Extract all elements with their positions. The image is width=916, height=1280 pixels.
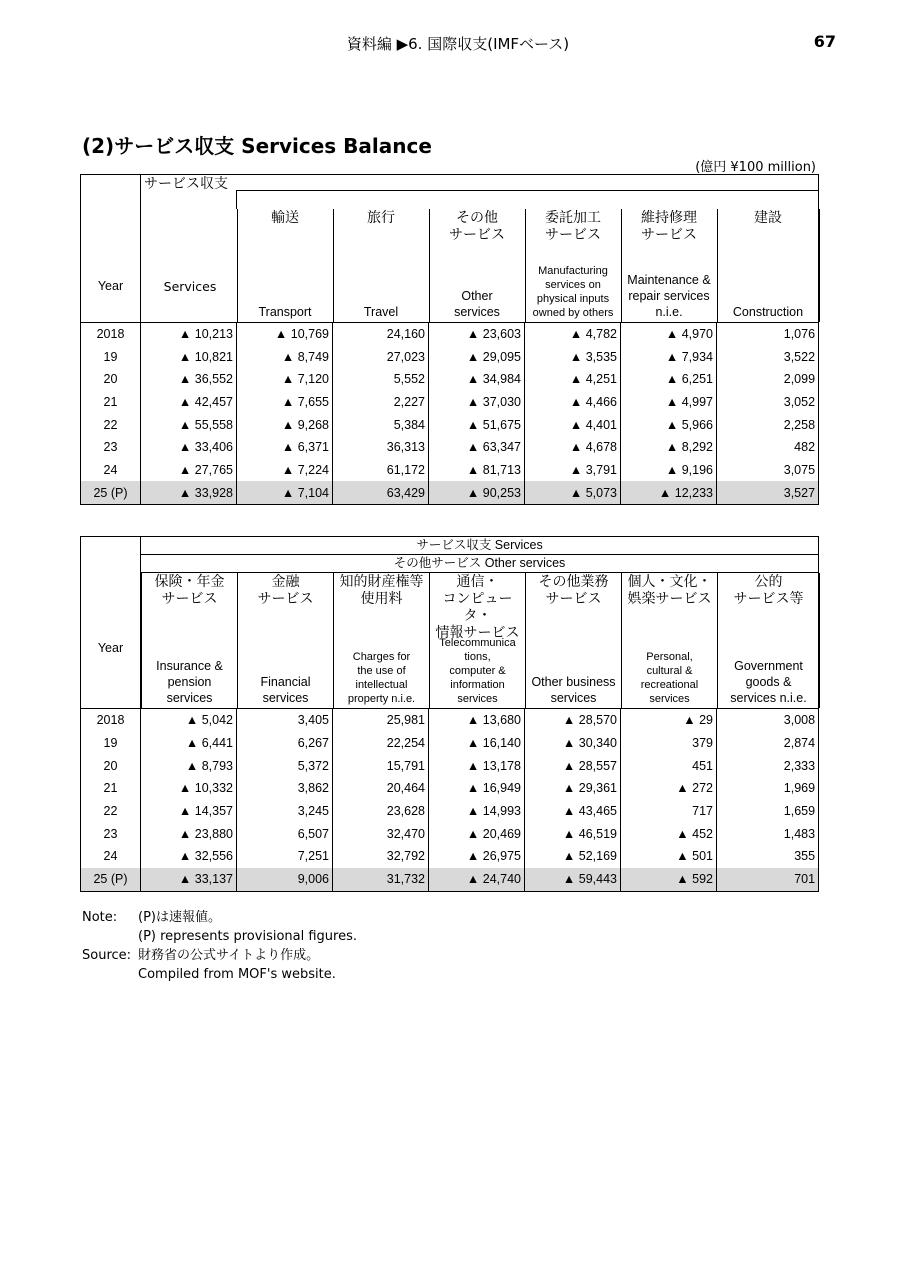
services-header-cell — [141, 175, 237, 323]
value-cell: 20,464 — [333, 777, 429, 800]
table-row — [81, 845, 819, 868]
value-cell: ▲ 8,292 — [621, 436, 717, 459]
value-cell: ▲ 6,441 — [141, 732, 237, 755]
sub-header: その他サービス Other services — [141, 555, 819, 573]
value-cell: 25,981 — [333, 709, 429, 732]
column-header-en: Financial services — [260, 675, 311, 705]
column-header-en: Other business services — [531, 675, 616, 705]
section-title: (2)サービス収支 Services Balance — [82, 134, 432, 158]
year-cell: 2018 — [81, 322, 141, 345]
value-cell: 6,267 — [237, 732, 333, 755]
super-header: サービス収支 Services — [141, 537, 819, 555]
running-header: 資料編 ▶6. 国際収支(IMFベース) — [346, 35, 570, 53]
year-cell: 23 — [81, 822, 141, 845]
value-cell: 1,969 — [717, 777, 819, 800]
column-header — [334, 573, 430, 708]
unit-label: (億円 ¥100 million) — [695, 160, 816, 175]
value-cell: 3,052 — [717, 391, 819, 414]
value-cell: ▲ 5,966 — [621, 413, 717, 436]
value-cell: ▲ 452 — [621, 822, 717, 845]
value-cell: 701 — [717, 868, 819, 891]
value-cell: 2,874 — [717, 732, 819, 755]
table-row — [81, 800, 819, 823]
value-cell: 355 — [717, 845, 819, 868]
value-cell: 6,507 — [237, 822, 333, 845]
services-balance-table-1 — [80, 174, 819, 505]
column-header-en: Personal, cultural & recreational services — [640, 651, 699, 705]
value-cell: 482 — [717, 436, 819, 459]
value-cell: ▲ 51,675 — [429, 413, 525, 436]
value-cell: 24,160 — [333, 322, 429, 345]
year-cell: 20 — [81, 754, 141, 777]
value-cell: ▲ 13,680 — [429, 709, 525, 732]
services-en-label: Services — [163, 279, 217, 294]
value-cell: 32,792 — [333, 845, 429, 868]
year-cell: 22 — [81, 800, 141, 823]
value-cell: ▲ 32,556 — [141, 845, 237, 868]
table-row — [81, 322, 819, 345]
value-cell: 36,313 — [333, 436, 429, 459]
value-cell: ▲ 26,975 — [429, 845, 525, 868]
year-cell: 23 — [81, 436, 141, 459]
value-cell: 1,483 — [717, 822, 819, 845]
value-cell: ▲ 7,934 — [621, 345, 717, 368]
value-cell: 5,372 — [237, 754, 333, 777]
value-cell: ▲ 10,213 — [141, 322, 237, 345]
column-header — [717, 209, 819, 322]
table-row — [81, 777, 819, 800]
value-cell: ▲ 592 — [621, 868, 717, 891]
column-header — [429, 209, 525, 322]
value-cell: 5,384 — [333, 413, 429, 436]
value-cell: 3,405 — [237, 709, 333, 732]
column-header-jp: 通信・ コンピュータ・ 情報サービス — [435, 573, 520, 640]
services-header-jp: サービス収支 — [144, 175, 228, 191]
note-en: (P) represents provisional figures. — [138, 929, 357, 944]
value-cell: ▲ 10,821 — [141, 345, 237, 368]
value-cell: ▲ 43,465 — [525, 800, 621, 823]
value-cell: 7,251 — [237, 845, 333, 868]
value-cell: ▲ 81,713 — [429, 459, 525, 482]
value-cell: 9,006 — [237, 868, 333, 891]
column-header-jp: 委託加工 サービス — [545, 208, 601, 242]
column-header — [621, 209, 717, 322]
year-cell: 21 — [81, 391, 141, 414]
year-cell: 25 (P) — [81, 868, 141, 891]
value-cell: ▲ 6,371 — [237, 436, 333, 459]
value-cell: ▲ 29,095 — [429, 345, 525, 368]
year-header-cell — [81, 175, 141, 323]
value-cell: ▲ 16,140 — [429, 732, 525, 755]
value-cell: 3,862 — [237, 777, 333, 800]
value-cell: ▲ 33,137 — [141, 868, 237, 891]
value-cell: ▲ 7,655 — [237, 391, 333, 414]
value-cell: ▲ 63,347 — [429, 436, 525, 459]
column-header-en: Travel — [363, 304, 399, 319]
value-cell: ▲ 501 — [621, 845, 717, 868]
value-cell: ▲ 7,120 — [237, 368, 333, 391]
header-spacer-2 — [237, 191, 819, 209]
column-header-jp: その他業務 サービス — [538, 573, 609, 606]
value-cell: ▲ 36,552 — [141, 368, 237, 391]
year-cell: 19 — [81, 345, 141, 368]
value-cell: ▲ 12,233 — [621, 481, 717, 504]
value-cell: ▲ 33,928 — [141, 481, 237, 504]
value-cell: ▲ 9,268 — [237, 413, 333, 436]
column-header-en: Other services — [454, 288, 500, 319]
value-cell: ▲ 9,196 — [621, 459, 717, 482]
value-cell: 27,023 — [333, 345, 429, 368]
value-cell: ▲ 13,178 — [429, 754, 525, 777]
value-cell: ▲ 29 — [621, 709, 717, 732]
value-cell: 2,333 — [717, 754, 819, 777]
year-cell: 22 — [81, 413, 141, 436]
column-header — [622, 573, 718, 708]
column-header-jp: 輸送 — [271, 208, 299, 225]
value-cell: ▲ 20,469 — [429, 822, 525, 845]
value-cell: ▲ 14,993 — [429, 800, 525, 823]
table-row — [81, 391, 819, 414]
value-cell: 3,245 — [237, 800, 333, 823]
header-columns — [141, 573, 819, 709]
value-cell: ▲ 23,603 — [429, 322, 525, 345]
column-header — [238, 573, 334, 708]
value-cell: ▲ 23,880 — [141, 822, 237, 845]
value-cell: ▲ 30,340 — [525, 732, 621, 755]
column-header-jp: その他 サービス — [449, 208, 505, 242]
table-row — [81, 822, 819, 845]
table-row — [81, 459, 819, 482]
year-header-cell — [81, 537, 141, 709]
value-cell: ▲ 42,457 — [141, 391, 237, 414]
value-cell: ▲ 10,769 — [237, 322, 333, 345]
column-header-en: Construction — [732, 304, 804, 319]
value-cell: ▲ 46,519 — [525, 822, 621, 845]
value-cell: ▲ 24,740 — [429, 868, 525, 891]
year-header: Year — [97, 278, 124, 293]
value-cell: 1,659 — [717, 800, 819, 823]
value-cell: ▲ 272 — [621, 777, 717, 800]
header-spacer — [237, 175, 819, 191]
value-cell: 5,552 — [333, 368, 429, 391]
year-cell: 24 — [81, 459, 141, 482]
value-cell: 3,008 — [717, 709, 819, 732]
year-cell: 20 — [81, 368, 141, 391]
notes — [82, 908, 357, 984]
column-header — [237, 209, 333, 322]
column-header-en: Transport — [258, 304, 312, 319]
value-cell: ▲ 55,558 — [141, 413, 237, 436]
value-cell: ▲ 8,793 — [141, 754, 237, 777]
value-cell: ▲ 3,535 — [525, 345, 621, 368]
year-cell: 24 — [81, 845, 141, 868]
value-cell: 31,732 — [333, 868, 429, 891]
value-cell: ▲ 4,678 — [525, 436, 621, 459]
column-header-jp: 知的財産権等 使用料 — [339, 573, 424, 606]
value-cell: ▲ 8,749 — [237, 345, 333, 368]
value-cell: ▲ 4,970 — [621, 322, 717, 345]
value-cell: 63,429 — [333, 481, 429, 504]
value-cell: ▲ 6,251 — [621, 368, 717, 391]
column-header — [430, 573, 526, 708]
table-row — [81, 368, 819, 391]
table-row — [81, 732, 819, 755]
column-header-jp: 旅行 — [367, 208, 395, 225]
table-row — [81, 481, 819, 504]
value-cell: ▲ 16,949 — [429, 777, 525, 800]
column-header-jp: 公的 サービス等 — [733, 573, 804, 606]
column-header — [142, 573, 238, 708]
value-cell: 2,099 — [717, 368, 819, 391]
value-cell: ▲ 4,782 — [525, 322, 621, 345]
column-header — [525, 209, 621, 322]
note-jp: (P)は速報値。 — [138, 910, 221, 925]
table-row — [81, 413, 819, 436]
value-cell: ▲ 5,073 — [525, 481, 621, 504]
value-cell: ▲ 34,984 — [429, 368, 525, 391]
table-row — [81, 709, 819, 732]
table-row — [81, 345, 819, 368]
value-cell: 451 — [621, 754, 717, 777]
source-en: Compiled from MOF's website. — [138, 967, 336, 982]
value-cell: 717 — [621, 800, 717, 823]
column-header — [526, 573, 622, 708]
value-cell: ▲ 29,361 — [525, 777, 621, 800]
value-cell: ▲ 27,765 — [141, 459, 237, 482]
column-header-en: Government goods & services n.i.e. — [730, 659, 807, 705]
column-header-jp: 個人・文化・ 娯楽サービス — [627, 573, 712, 606]
column-header-jp: 保険・年金 サービス — [154, 573, 225, 606]
note-label: Note: — [82, 910, 118, 925]
value-cell: ▲ 5,042 — [141, 709, 237, 732]
source-jp: 財務省の公式サイトより作成。 — [138, 948, 320, 963]
value-cell: ▲ 37,030 — [429, 391, 525, 414]
column-header-jp: 維持修理 サービス — [641, 208, 697, 242]
value-cell: 23,628 — [333, 800, 429, 823]
table-row — [81, 868, 819, 891]
value-cell: ▲ 4,466 — [525, 391, 621, 414]
services-balance-table-2 — [80, 536, 819, 892]
column-header-en: Manufacturing services on physical inputs owned by others — [532, 264, 614, 319]
source-label: Source: — [82, 948, 132, 963]
value-cell: 22,254 — [333, 732, 429, 755]
value-cell: 61,172 — [333, 459, 429, 482]
value-cell: 3,527 — [717, 481, 819, 504]
column-header-jp: 建設 — [754, 208, 782, 225]
value-cell: ▲ 4,251 — [525, 368, 621, 391]
year-cell: 25 (P) — [81, 481, 141, 504]
column-header-en: Insurance & pension services — [156, 659, 223, 705]
value-cell: 379 — [621, 732, 717, 755]
value-cell: ▲ 14,357 — [141, 800, 237, 823]
value-cell: 2,258 — [717, 413, 819, 436]
value-cell: ▲ 4,997 — [621, 391, 717, 414]
year-cell: 21 — [81, 777, 141, 800]
year-header: Year — [97, 640, 124, 655]
year-cell: 19 — [81, 732, 141, 755]
value-cell: 3,522 — [717, 345, 819, 368]
value-cell: ▲ 90,253 — [429, 481, 525, 504]
table-row — [81, 436, 819, 459]
column-header-jp: 金融 サービス — [257, 573, 314, 606]
value-cell: ▲ 52,169 — [525, 845, 621, 868]
value-cell: ▲ 28,557 — [525, 754, 621, 777]
year-cell: 2018 — [81, 709, 141, 732]
value-cell: 1,076 — [717, 322, 819, 345]
header-columns — [237, 209, 819, 323]
column-header — [718, 573, 820, 708]
value-cell: 15,791 — [333, 754, 429, 777]
column-header-en: Telecommunica tions, computer & information services — [439, 637, 516, 705]
value-cell: ▲ 28,570 — [525, 709, 621, 732]
table-row — [81, 754, 819, 777]
column-header-en: Maintenance & repair services n.i.e. — [627, 272, 711, 319]
value-cell: ▲ 33,406 — [141, 436, 237, 459]
value-cell: ▲ 7,104 — [237, 481, 333, 504]
value-cell: ▲ 59,443 — [525, 868, 621, 891]
value-cell: 32,470 — [333, 822, 429, 845]
value-cell: ▲ 10,332 — [141, 777, 237, 800]
value-cell: 2,227 — [333, 391, 429, 414]
column-header — [333, 209, 429, 322]
value-cell: ▲ 3,791 — [525, 459, 621, 482]
page-number: 67 — [813, 32, 836, 51]
value-cell: ▲ 4,401 — [525, 413, 621, 436]
column-header-en: Charges for the use of intellectual property n.i.e. — [347, 651, 416, 705]
value-cell: 3,075 — [717, 459, 819, 482]
value-cell: ▲ 7,224 — [237, 459, 333, 482]
